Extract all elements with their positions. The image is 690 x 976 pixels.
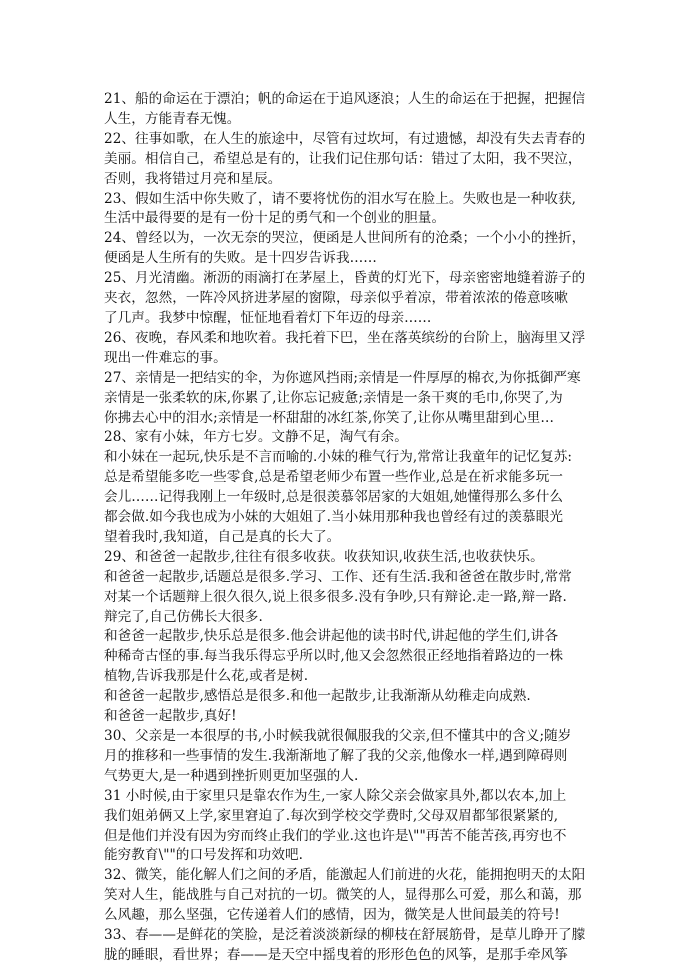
text-line: 现出一件难忘的事。 — [104, 349, 227, 366]
text-line: 33、春——是鲜花的笑脸，是泛着淡淡新绿的柳枝在舒展筋骨，是草儿睁开了朦 — [104, 927, 586, 944]
text-line: 32、微笑，能化解人们之间的矛盾，能激起人们前进的火花，能拥抱明天的太阳 — [104, 867, 586, 884]
text-line: 植物,告诉我那是什么花,或者是树. — [104, 668, 309, 685]
text-line: 总是希望能多吃一些零食,总是希望老师少布置一些作业,总是在祈求能多玩一 — [104, 469, 563, 486]
text-line: 和爸爸一起散步,话题总是很多.学习、工作、还有生活.我和爸爸在散步时,常常 — [104, 568, 572, 585]
text-line: 气势更大,是一种遇到挫折则更加坚强的人. — [104, 767, 359, 784]
text-line: 了几声。我梦中惊醒，怔怔地看着灯下年迈的母亲…… — [104, 309, 432, 326]
text-line: 29、和爸爸一起散步,往往有很多收获。收获知识,收获生活,也收获快乐。 — [104, 548, 544, 565]
document-body — [104, 90, 604, 966]
text-line: 么风趣，那么坚强，它传递着人们的感情，因为，微笑是人世间最美的符号! — [104, 907, 560, 924]
text-line: 28、家有小妹，年方七岁。文静不足，淘气有余。 — [104, 429, 408, 446]
text-line: 我们姐弟俩又上学,家里窘迫了.每次到学校交学费时,父母双眉都邹很紧紧的, — [104, 807, 559, 824]
text-line: 和爸爸一起散步,感悟总是很多.和他一起散步,让我渐渐从幼稚走向成熟. — [104, 688, 531, 705]
text-line: 31 小时候,由于家里只是靠农作为生,一家人除父亲会做家具外,都以农本,加上 — [104, 787, 567, 804]
text-line: 30、父亲是一本很厚的书,小时候我就很佩服我的父亲,但不懂其中的含义;随岁 — [104, 728, 572, 744]
text-line: 种稀奇古怪的事.每当我乐得忘乎所以时,他又会忽然很正经地指着路边的一株 — [104, 648, 563, 665]
text-line: 和爸爸一起散步,真好! — [104, 708, 237, 725]
text-line: 和小妹在一起玩,快乐是不言而喻的.小妹的稚气行为,常常让我童年的记忆复苏: — [104, 449, 572, 466]
text-line: 否则，我将错过月亮和星辰。 — [104, 170, 282, 187]
text-line: 26、夜晚，春风柔和地吹着。我托着下巴，坐在落英缤纷的台阶上，脑海里又浮 — [104, 329, 586, 346]
text-line: 亲情是一张柔软的床,你累了,让你忘记疲惫;亲情是一条干爽的毛巾,你哭了,为 — [104, 389, 563, 406]
text-line: 24、曾经以为，一次无奈的哭泣，便函是人世间所有的沧桑；一个小小的挫折， — [104, 230, 586, 247]
text-line: 能穷教育\""的口号发挥和功效吧. — [104, 847, 303, 864]
text-line: 对某一个话题辩上很久很久,说上很多很多.没有争吵,只有辩论.走一路,辩一路. — [104, 588, 567, 605]
text-line: 胧的睡眼，看世界；春——是天空中摇曳着的形形色色的风筝，是那手牵风筝 — [104, 946, 568, 963]
text-line: 但是他们并没有因为穷而终止我们的学业.这也许是\""再苦不能苦孩,再穷也不 — [104, 827, 567, 844]
text-line: 笑对人生，能战胜与自己对抗的一切。微笑的人，显得那么可爱，那么和蔼，那 — [104, 887, 582, 904]
text-line: 人生，方能青春无愧。 — [104, 110, 241, 127]
text-line: 月的推移和一些事情的发生.我渐渐地了解了我的父亲,他像水一样,遇到障碍则 — [104, 747, 568, 764]
text-line: 22、往事如歌，在人生的旅途中，尽管有过坎坷，有过遗憾，却没有失去青春的 — [104, 130, 586, 147]
text-line: 21、船的命运在于漂泊；帆的命运在于追风逐浪；人生的命运在于把握，把握信 — [104, 91, 586, 107]
text-line: 美丽。相信自己，希望总是有的，让我们记住那句话：错过了太阳，我不哭泣， — [104, 150, 582, 167]
text-line: 便函是人生所有的失败。是十四岁告诉我…… — [104, 250, 377, 267]
text-line: 27、亲情是一把结实的伞，为你遮风挡雨;亲情是一件厚厚的棉衣,为你抵御严寒 — [104, 369, 581, 386]
text-line: 夹衣，忽然，一阵冷风挤进茅屋的窗隙，母亲似乎着凉，带着浓浓的倦意咳嗽 — [104, 290, 568, 307]
text-line: 辩完了,自己仿佛长大很多. — [104, 608, 263, 625]
text-line: 23、假如生活中你失败了，请不要将忧伤的泪水写在脸上。失败也是一种收获, — [104, 190, 577, 207]
text-line: 会儿……记得我刚上一年级时,总是很羡慕邻居家的大姐姐,她懂得那么多什么 — [104, 489, 563, 506]
text-line: 和爸爸一起散步,快乐总是很多.他会讲起他的读书时代,讲起他的学生们,讲各 — [104, 628, 559, 645]
text-line: 25、月光清幽。淅沥的雨滴打在茅屋上，昏黄的灯光下，母亲密密地缝着游子的 — [104, 270, 586, 287]
text-line: 望着我时,我知道，自己是真的长大了。 — [104, 528, 341, 545]
text-line: 生活中最得要的是有一份十足的勇气和一个创业的胆量。 — [104, 210, 446, 227]
text-line: 你拂去心中的泪水;亲情是一杯甜甜的冰红茶,你笑了,让你从嘴里甜到心里… — [104, 409, 554, 426]
text-line: 都会做.如今我也成为小妹的大姐姐了.当小妹用那种我也曾经有过的羡慕眼光 — [104, 509, 563, 526]
